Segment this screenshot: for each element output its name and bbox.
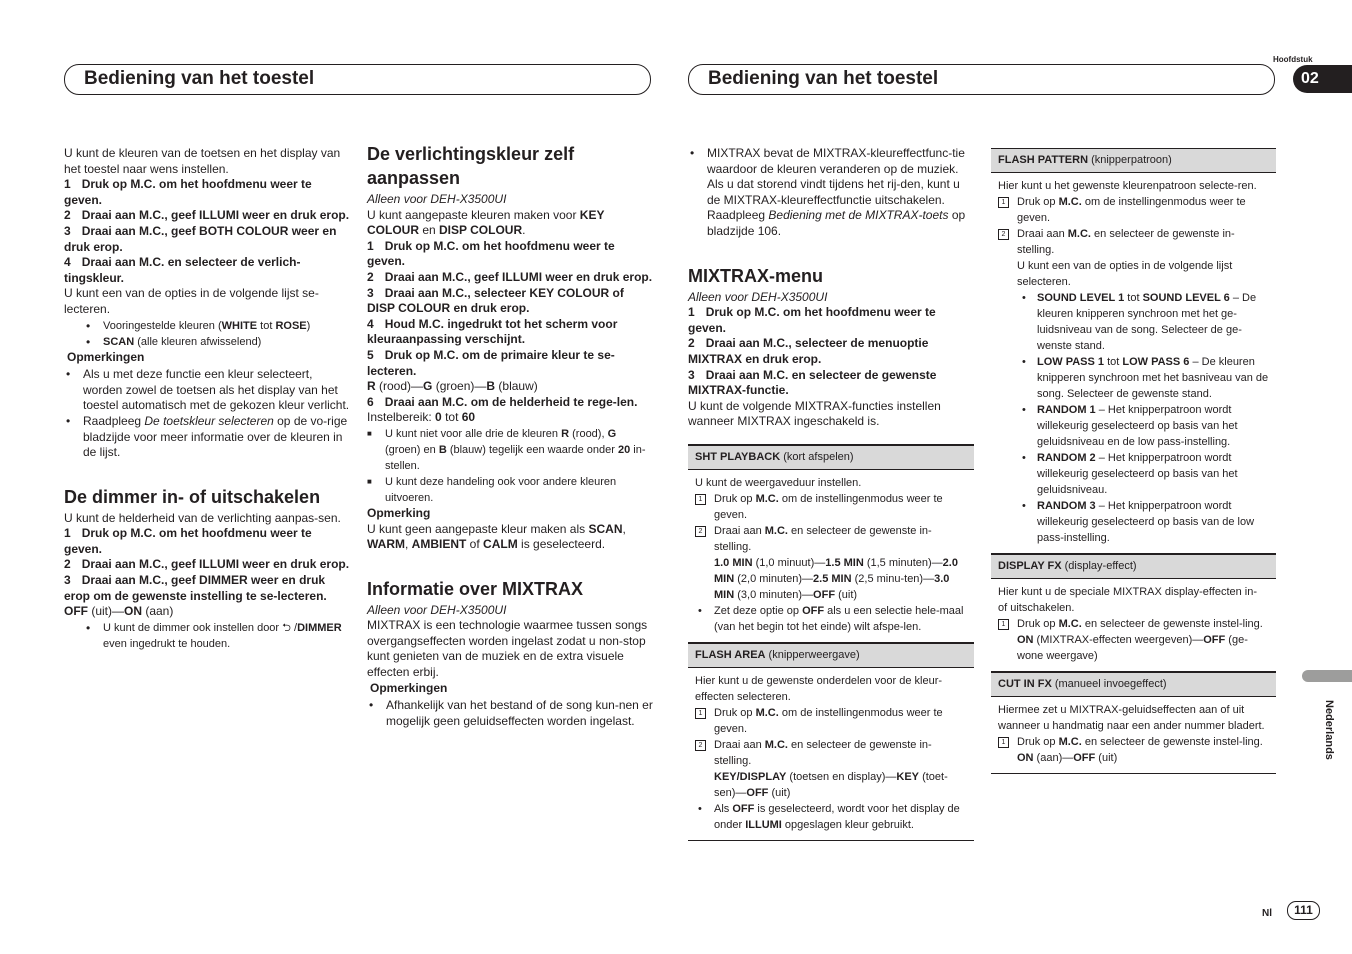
step: 4 Draai aan M.C. en selecteer de verlich-tingskleur. xyxy=(64,255,301,285)
numbered-step: 1 Druk op M.C. om de instellingenmodus weer te geven. xyxy=(695,491,967,523)
numbered-step: 2 Draai aan M.C. en selecteer de gewenste in-stelling. xyxy=(998,226,1269,258)
option-list xyxy=(64,318,350,350)
square-note: ■ U kunt deze handeling ook voor andere kleuren uitvoeren. xyxy=(367,474,653,506)
intro-text: U kunt de kleuren van de toetsen en het display van het toestel naar wens instellen. xyxy=(64,146,341,176)
option-values: ON (MIXTRAX-effecten weergeven)—OFF (ge-wone weergave) xyxy=(1017,634,1248,662)
function-body: Hier kunt u het gewenste kleurenpatroon selecte-ren. 1 Druk op M.C. om de instellingenmodus weer te geven. 2 Draai aan M.C. en selecteer de gewenste in-stelling. U kunt een van de opties in de volgende lijst selecteren. • SOUND LEVEL 1 tot SOUND LEVEL 6 – De kleuren knipperen synchroon met het ge-luidsniveau van de song. Selecteer de ge-wenste stand. • LOW PASS 1 tot LOW PASS 6 – De kleuren knipperen synchroon met het basniveau van de song. Selecteer de gewenste stand. • RANDOM 1 – Het knipperpatroon wordt willekeurig geselecteerd op basis van het geluidsniveau en de low pass-instelling. • RANDOM 2 – Het knipperpatroon wordt willekeurig geselecteerd op basis van het geluidsniveau. • RANDOM 3 – Het knipperpatroon wordt willekeurig geselecteerd op basis van de low pass-instelling. xyxy=(991,173,1276,553)
function-title: FLASH PATTERN (knipperpatroon) xyxy=(991,148,1276,173)
function-box xyxy=(688,444,974,642)
step: 4 Houd M.C. ingedrukt tot het scherm voor kleuraanpassing verschijnt. xyxy=(367,316,618,347)
step: 1 Druk op M.C. om het hoofdmenu weer te geven. xyxy=(367,238,615,269)
step-number-box: 2 xyxy=(695,740,706,751)
option-values: ON (aan)—OFF (uit) xyxy=(1017,752,1118,764)
step-desc: R (rood)—G (groen)—B (blauw) xyxy=(367,379,538,394)
column-3 xyxy=(688,146,974,841)
language-side-label: Nederlands xyxy=(1323,700,1335,760)
function-box xyxy=(991,553,1276,671)
section-heading: Informatie over MIXTRAX xyxy=(367,578,584,599)
function-box xyxy=(991,148,1276,553)
paragraph: U kunt geen aangepaste kleur maken als SCAN, WARM, AMBIENT of CALM is geselecteerd. xyxy=(367,521,626,552)
footer-lang-code: Nl xyxy=(1262,908,1272,919)
list-item: • Zet deze optie op OFF als u een selectie hele-maal (van het begin tot het einde) wilt afspe-len. xyxy=(695,603,967,635)
section-header-right: Bediening van het toestel xyxy=(688,64,1275,95)
list-item: • MIXTRAX bevat de MIXTRAX-kleureffectfunc-tie waardoor de kleuren veranderen op de muziek. Als u dat storend vindt tijdens het rij-den, kunt u de MIXTRAX-kleureffectfunctie uitschakelen. Raadpleeg Bediening met de MIXTRAX-toets op bladzijde 106. xyxy=(688,146,974,240)
column-4 xyxy=(991,148,1276,774)
step: 2 Draai aan M.C., geef ILLUMI weer en druk erop. xyxy=(367,269,653,284)
list-item: • RANDOM 1 – Het knipperpatroon wordt willekeurig geselecteerd op basis van het geluidsniveau en de low pass-instelling. xyxy=(998,402,1269,450)
step-desc: OFF (uit)—ON (aan) xyxy=(64,604,174,619)
section-header-left: Bediening van het toestel xyxy=(64,64,651,95)
list-item: • Als OFF is geselecteerd, wordt voor het display de onder ILLUMI opgeslagen kleur gebruikt. xyxy=(695,801,967,833)
section-heading: MIXTRAX-menu xyxy=(688,265,823,286)
column-1 xyxy=(64,146,350,652)
list-item: • Vooringestelde kleuren (WHITE tot ROSE) xyxy=(64,318,350,334)
function-box xyxy=(688,642,974,841)
step: 3 Draai aan M.C. en selecteer de gewenste MIXTRAX-functie. xyxy=(688,367,937,398)
model-note: Alleen voor DEH-X3500UI xyxy=(367,602,507,617)
numbered-step: 1 Druk op M.C. en selecteer de gewenste instel-ling. xyxy=(998,616,1269,632)
language-tab xyxy=(1302,670,1352,682)
option-values: 1.0 MIN (1,0 minuut)—1.5 MIN (1,5 minuten)—2.0 MIN (2,0 minuten)—2.5 MIN (2,5 minu-ten)—3.0 MIN (3,0 minuten)—OFF (uit) xyxy=(714,556,958,601)
numbered-step: 2 Draai aan M.C. en selecteer de gewenste in-stelling. xyxy=(695,737,967,769)
step: 3 Draai aan M.C., geef DIMMER weer en druk erop om de gewenste instelling te se-lecteren. xyxy=(64,573,327,603)
paragraph: U kunt de helderheid van de verlichting aanpas-sen. xyxy=(64,510,341,525)
notes-list xyxy=(64,367,350,461)
step-desc: U kunt een van de opties in de volgende lijst selecteren. xyxy=(1017,260,1233,288)
section-heading: De verlichtingskleur zelf aanpassen xyxy=(367,144,575,188)
step: 2 Draai aan M.C., geef ILLUMI weer en druk erop. xyxy=(64,208,350,223)
list-item: • SOUND LEVEL 1 tot SOUND LEVEL 6 – De kleuren knipperen synchroon met het ge-luidsniveau van de song. Selecteer de ge-wenste stand. xyxy=(998,290,1269,354)
step-number-box: 2 xyxy=(998,229,1009,240)
list-item: • U kunt de dimmer ook instellen door ⮌ /DIMMER even ingedrukt te houden. xyxy=(64,620,350,652)
note-heading: Opmerking xyxy=(367,505,431,520)
function-body: Hier kunt u de gewenste onderdelen voor de kleur-effecten selecteren. 1 Druk op M.C. om de instellingenmodus weer te geven. 2 Draai aan M.C. en selecteer de gewenste in-stelling. KEY/DISPLAY (toetsen en display)—KEY (toet-sen)—OFF (uit) • Als OFF is geselecteerd, wordt voor het display de onder ILLUMI opgeslagen kleur gebruikt. xyxy=(688,668,974,841)
step-number-box: 1 xyxy=(998,737,1009,748)
square-note: ■ U kunt niet voor alle drie de kleuren R (rood), G (groen) en B (blauw) tegelijk een waarde onder 20 in-stellen. xyxy=(367,426,653,474)
step: 2 Draai aan M.C., selecteer de menuoptie MIXTRAX en druk erop. xyxy=(688,336,929,366)
function-box xyxy=(991,671,1276,774)
function-title: SHT PLAYBACK (kort afspelen) xyxy=(688,445,974,470)
function-body: U kunt de weergaveduur instellen. 1 Druk op M.C. om de instellingenmodus weer te geven. 2 Draai aan M.C. en selecteer de gewenste in-stelling. 1.0 MIN (1,0 minuut)—1.5 MIN (1,5 minuten)—2.0 MIN (2,0 minuten)—2.5 MIN (2,5 minu-ten)—3.0 MIN (3,0 minuten)—OFF (uit) • Zet deze optie op OFF als u een selectie hele-maal (van het begin tot het einde) wilt afspe-len. xyxy=(688,470,974,642)
list-item: • RANDOM 3 – Het knipperpatroon wordt willekeurig geselecteerd op basis van de low pass-instelling. xyxy=(998,498,1269,546)
step-desc: U kunt de volgende MIXTRAX-functies instellen wanneer MIXTRAX ingeschakeld is. xyxy=(688,398,941,429)
list-item: • RANDOM 2 – Het knipperpatroon wordt willekeurig geselecteerd op basis van het geluidsniveau. xyxy=(998,450,1269,498)
chapter-label: Hoofdstuk xyxy=(1273,55,1313,64)
page-number: 111 xyxy=(1287,901,1320,920)
step: 6 Draai aan M.C. om de helderheid te rege-len. xyxy=(367,394,638,409)
notes-list xyxy=(688,146,974,240)
step-number-box: 1 xyxy=(998,619,1009,630)
tip-list xyxy=(64,620,350,652)
section-heading: De dimmer in- of uitschakelen xyxy=(64,486,321,507)
numbered-step: 1 Druk op M.C. om de instellingenmodus weer te geven. xyxy=(695,705,967,737)
step: 3 Draai aan M.C., selecteer KEY COLOUR of DISP COLOUR en druk erop. xyxy=(367,285,624,316)
notes-list xyxy=(367,698,653,729)
column-2 xyxy=(367,146,653,729)
step: 1 Druk op M.C. om het hoofdmenu weer te geven. xyxy=(64,526,312,556)
notes-heading: Opmerkingen xyxy=(370,680,448,695)
list-item: • LOW PASS 1 tot LOW PASS 6 – De kleuren knipperen synchroon met het basniveau van de song. Selecteer de gewenste stand. xyxy=(998,354,1269,402)
function-body: Hiermee zet u MIXTRAX-geluidseffecten aan of uit wanneer u handmatig naar een ander nummer bladert. 1 Druk op M.C. en selecteer de gewenste instel-ling. ON (aan)—OFF (uit) xyxy=(991,697,1276,774)
step: 5 Druk op M.C. om de primaire kleur te se-lecteren. xyxy=(367,347,615,378)
step-number-box: 1 xyxy=(695,708,706,719)
numbered-step: 1 Druk op M.C. en selecteer de gewenste instel-ling. xyxy=(998,734,1269,750)
paragraph: U kunt aangepaste kleuren maken voor KEY COLOUR en DISP COLOUR. xyxy=(367,207,605,238)
list-item: • Afhankelijk van het bestand of de song kun-nen er mogelijk geen geluidseffecten worden ingelast. xyxy=(367,698,653,729)
step: 1 Druk op M.C. om het hoofdmenu weer te geven. xyxy=(688,305,936,335)
function-title: DISPLAY FX (display-effect) xyxy=(991,554,1276,579)
step-number-box: 2 xyxy=(695,526,706,537)
function-title: CUT IN FX (manueel invoegeffect) xyxy=(991,672,1276,697)
step-desc: U kunt een van de opties in de volgende lijst se-lecteren. xyxy=(64,286,319,316)
function-body: Hier kunt u de speciale MIXTRAX display-effecten in- of uitschakelen. 1 Druk op M.C. en selecteer de gewenste instel-ling. ON (MIXTRAX-effecten weergeven)—OFF (ge-wone weergave) xyxy=(991,579,1276,671)
model-note: Alleen voor DEH-X3500UI xyxy=(367,192,507,206)
chapter-number: 02 xyxy=(1293,65,1352,93)
model-note: Alleen voor DEH-X3500UI xyxy=(688,289,828,304)
list-item: • Als u met deze functie een kleur selecteert, worden zowel de toetsen als het display van het toestel automatisch met de gekozen kleur verlicht. xyxy=(64,367,350,414)
step-number-box: 1 xyxy=(695,494,706,505)
notes-heading: Opmerkingen xyxy=(67,349,145,364)
back-arrow-icon: ⮌ xyxy=(282,621,291,634)
numbered-step: 1 Druk op M.C. om de instellingenmodus weer te geven. xyxy=(998,194,1269,226)
numbered-step: 2 Draai aan M.C. en selecteer de gewenste in-stelling. xyxy=(695,523,967,555)
step: 2 Draai aan M.C., geef ILLUMI weer en druk erop. xyxy=(64,557,350,572)
list-item: • Raadpleeg De toetskleur selecteren op de vo-rige bladzijde voor meer informatie over de kleuren in de lijst. xyxy=(64,414,350,461)
paragraph: MIXTRAX is een technologie waarmee tussen songs overgangseffecten worden ingelast zodat u non-stop kunt genieten van de muziek en de extra visuele effecten erbij. xyxy=(367,618,648,680)
step: 1 Druk op M.C. om het hoofdmenu weer te geven. xyxy=(64,177,312,207)
step-desc: Instelbereik: 0 tot 60 xyxy=(367,410,476,425)
list-item: • SCAN (alle kleuren afwisselend) xyxy=(64,334,350,350)
option-values: KEY/DISPLAY (toetsen en display)—KEY (toet-sen)—OFF (uit) xyxy=(714,770,948,799)
step: 3 Draai aan M.C., geef BOTH COLOUR weer en druk erop. xyxy=(64,223,337,254)
step-number-box: 1 xyxy=(998,197,1009,208)
function-title: FLASH AREA (knipperweergave) xyxy=(688,643,974,668)
